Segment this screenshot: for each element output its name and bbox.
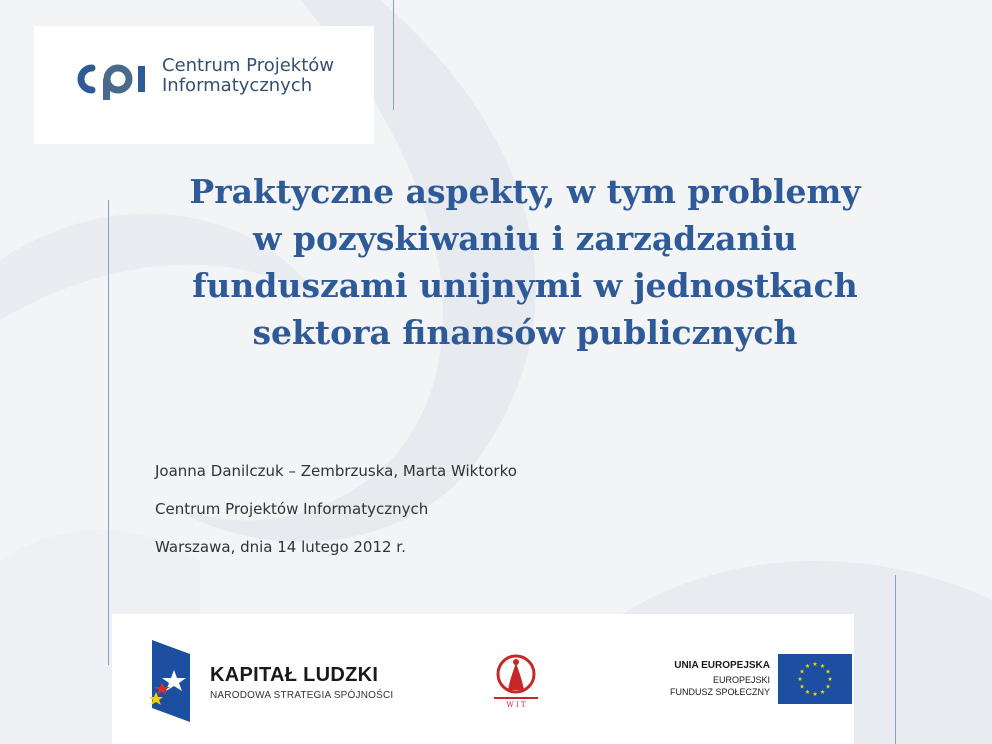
title-line-4: sektora finansów publicznych — [252, 313, 798, 352]
title-line-2: w pozyskiwaniu i zarządzaniu — [252, 219, 798, 258]
kapital-ludzki-subtitle: NARODOWA STRATEGIA SPÓJNOŚCI — [210, 690, 394, 701]
kapital-ludzki-flag-icon — [148, 640, 194, 722]
slide-title — [150, 168, 900, 356]
authors: Joanna Danilczuk – Zembrzuska, Marta Wiktorko — [155, 462, 517, 480]
organization: Centrum Projektów Informatycznych — [155, 500, 429, 518]
title-line-1: Praktyczne aspekty, w tym problemy — [189, 172, 861, 211]
place-date: Warszawa, dnia 14 lutego 2012 r. — [155, 538, 406, 556]
ue-subtitle-1: EUROPEJSKI — [712, 675, 770, 685]
cpi-logo-line1: Centrum Projektów — [162, 55, 335, 76]
cpi-logo-icon — [66, 58, 154, 100]
kapital-ludzki-title: KAPITAŁ LUDZKI — [210, 664, 379, 686]
ue-title: UNIA EUROPEJSKA — [674, 660, 770, 671]
cpi-logo-text — [162, 56, 334, 96]
cpi-logo-line2: Informatycznych — [162, 75, 313, 96]
right-divider-line — [895, 575, 896, 744]
cpi-logo — [34, 26, 374, 144]
left-divider-line — [108, 200, 109, 665]
wit-logo-icon — [486, 650, 546, 710]
title-line-3: funduszami unijnymi w jednostkach — [192, 266, 858, 305]
wit-logo-label: W I T — [506, 701, 526, 709]
ue-subtitle-2: FUNDUSZ SPOŁECZNY — [669, 687, 770, 697]
eu-flag-icon — [778, 654, 852, 704]
top-divider-line — [393, 0, 394, 110]
